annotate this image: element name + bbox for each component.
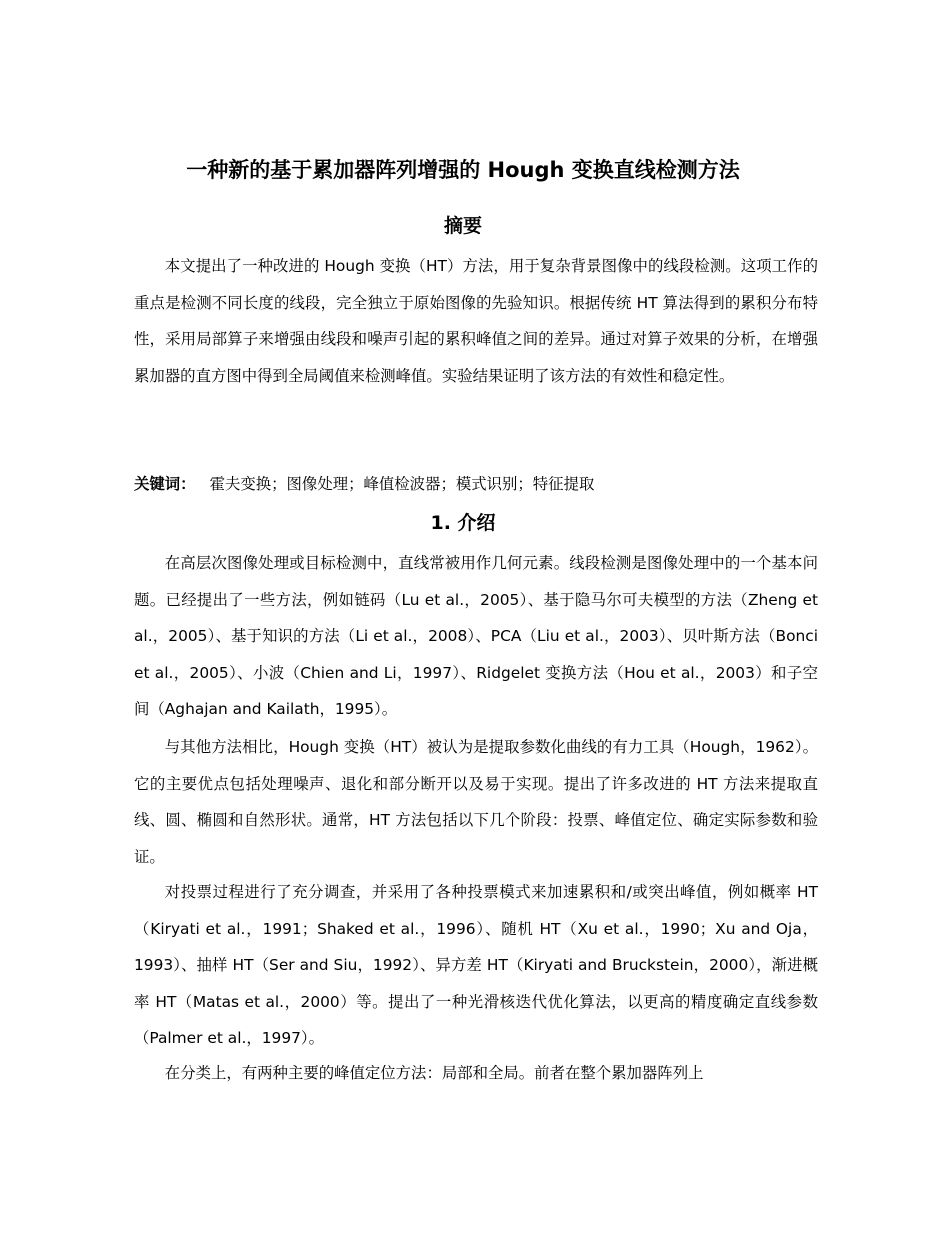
keywords-line bbox=[134, 466, 818, 503]
intro-heading: 1. 介绍 bbox=[430, 512, 496, 534]
abstract-heading: 摘要 bbox=[443, 215, 482, 237]
keywords-text: 霍夫变换；图像处理；峰值检波器；模式识别；特征提取 bbox=[209, 475, 595, 493]
intro-paragraph-4: 在分类上，有两种主要的峰值定位方法：局部和全局。前者在整个累加器阵列上 bbox=[164, 1064, 704, 1082]
intro-paragraph-3: 对投票过程进行了充分调查，并采用了各种投票模式来加速累积和/或突出峰值，例如概率 HT（Kiryati et al.，1991；Shaked et al.，1996）、随机 HT（Xu et al.，1990；Xu and Oja，1993）、抽样 HT（Ser and Siu，1992）、异方差 HT（Kiryati and Bruckstein，2000），渐进概率 HT（Matas et al.，2000）等。提出了一种光滑核迭代优化算法，以更高的精度确定直线参数（Palmer et al.，1997）。 bbox=[134, 883, 818, 1047]
intro-paragraph-2: 与其他方法相比，Hough 变换（HT）被认为是提取参数化曲线的有力工具（Hough，1962）。它的主要优点包括处理噪声、退化和部分断开以及易于实现。提出了许多改进的 HT 方法来提取直线、圆、椭圆和自然形状。通常，HT 方法包括以下几个阶段：投票、峰值定位、确定实际参数和验证。 bbox=[134, 738, 818, 866]
abstract-paragraph: 本文提出了一种改进的 Hough 变换（HT）方法，用于复杂背景图像中的线段检测。这项工作的重点是检测不同长度的线段，完全独立于原始图像的先验知识。根据传统 HT 算法得到的累积分布特性，采用局部算子来增强由线段和噪声引起的累积峰值之间的差异。通过对算子效果的分析，在增强累加器的直方图中得到全局阈值来检测峰值。实验结果证明了该方法的有效性和稳定性。 bbox=[134, 257, 818, 385]
paper-title: 一种新的基于累加器阵列增强的 Hough 变换直线检测方法 bbox=[186, 158, 740, 182]
intro-paragraph-1: 在高层次图像处理或目标检测中，直线常被用作几何元素。线段检测是图像处理中的一个基本问题。已经提出了一些方法，例如链码（Lu et al.，2005）、基于隐马尔可夫模型的方法（Zheng et al.，2005）、基于知识的方法（Li et al.，2008）、PCA（Liu et al.，2003）、贝叶斯方法（Bonci et al.，2005）、小波（Chien and Li，1997）、Ridgelet 变换方法（Hou et al.，2003）和子空间（Aghajan and Kailath，1995）。 bbox=[134, 554, 818, 718]
keywords-label: 关键词： bbox=[134, 475, 196, 493]
